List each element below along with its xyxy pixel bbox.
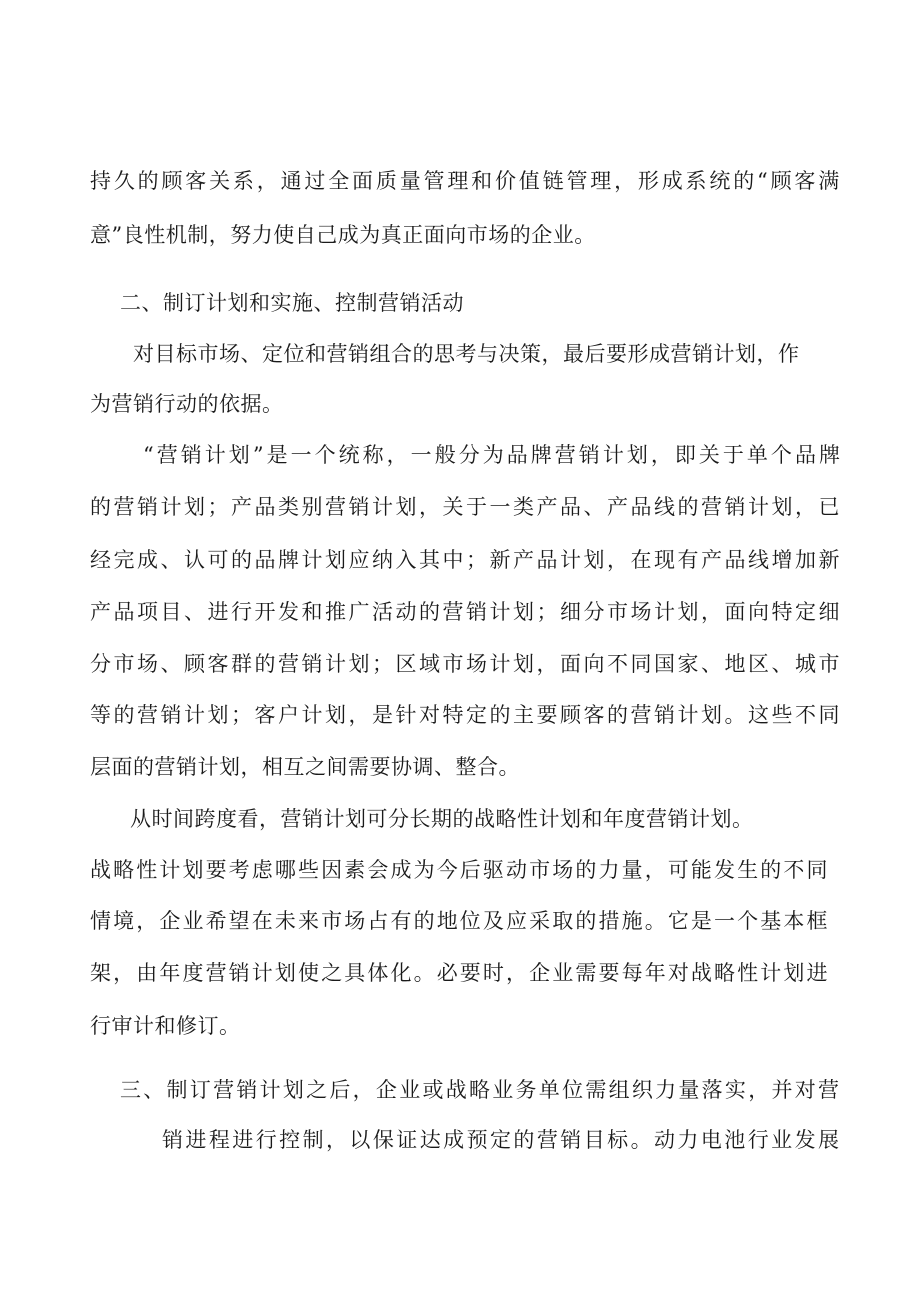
text-line: 经完成、认可的品牌计划应纳入其中；新产品计划，在现有产品线增加新 <box>90 548 842 572</box>
text-line: 分市场、顾客群的营销计划；区域市场计划，面向不同国家、地区、城市 <box>90 652 842 676</box>
paragraph-3-line-6 <box>90 700 840 730</box>
paragraph-3-line-5 <box>90 649 840 679</box>
paragraph-3-line-3 <box>90 545 840 575</box>
paragraph-1-line-2 <box>90 220 596 250</box>
text-line: 行审计和修订。 <box>90 1014 241 1038</box>
text-line: 为营销行动的依据。 <box>90 392 284 416</box>
paragraph-2-line-2 <box>90 389 284 419</box>
paragraph-4-line-3 <box>90 906 828 936</box>
text-line: 产品项目、进行开发和推广活动的营销计划；细分市场计划，面向特定细 <box>90 600 842 624</box>
text-line: 对目标市场、定位和营销组合的思考与决策，最后要形成营销计划，作 <box>133 342 800 366</box>
paragraph-3-line-2 <box>90 492 840 522</box>
text-line: 战略性计划要考虑哪些因素会成为今后驱动市场的力量，可能发生的不同 <box>90 858 830 882</box>
text-line: 意”良性机制，努力使自己成为真正面向市场的企业。 <box>90 223 596 247</box>
text-line: 等的营销计划；客户计划，是针对特定的主要顾客的营销计划。这些不同 <box>90 703 842 727</box>
heading-text: 二、制订计划和实施、控制营销活动 <box>120 291 464 315</box>
section-heading-2 <box>120 288 464 318</box>
paragraph-3-line-7 <box>90 752 520 782</box>
text-line: 情境，企业希望在未来市场占有的地位及应采取的措施。它是一个基本框 <box>90 909 830 933</box>
section-heading-3-line-2 <box>162 1125 840 1155</box>
heading-text: 三、制订营销计划之后，企业或战略业务单位需组织力量落实，并对营 <box>120 1078 842 1102</box>
text-line: 层面的营销计划，相互之间需要协调、整合。 <box>90 755 520 779</box>
paragraph-1-line-1 <box>90 166 843 196</box>
text-line: 架，由年度营销计划使之具体化。必要时，企业需要每年对战略性计划进 <box>90 961 830 985</box>
text-line: “营销计划”是一个统称，一般分为品牌营销计划，即关于单个品牌 <box>143 443 843 467</box>
paragraph-4-line-1 <box>130 804 754 834</box>
section-heading-3-line-1 <box>120 1075 840 1105</box>
paragraph-4-line-4 <box>90 958 828 988</box>
text-line: 持久的顾客关系，通过全面质量管理和价值链管理，形成系统的“顾客满 <box>90 169 843 193</box>
text-line: 从时间跨度看，营销计划可分长期的战略性计划和年度营销计划。 <box>130 807 754 831</box>
heading-text: 销进程进行控制，以保证达成预定的营销目标。动力电池行业发展 <box>162 1128 842 1152</box>
paragraph-3-line-4 <box>90 597 840 627</box>
text-line: 的营销计划；产品类别营销计划，关于一类产品、产品线的营销计划，已 <box>90 495 842 519</box>
paragraph-4-line-2 <box>90 855 828 885</box>
paragraph-3-line-1 <box>143 440 843 470</box>
paragraph-4-line-5 <box>90 1011 241 1041</box>
paragraph-2-line-1 <box>133 339 840 369</box>
